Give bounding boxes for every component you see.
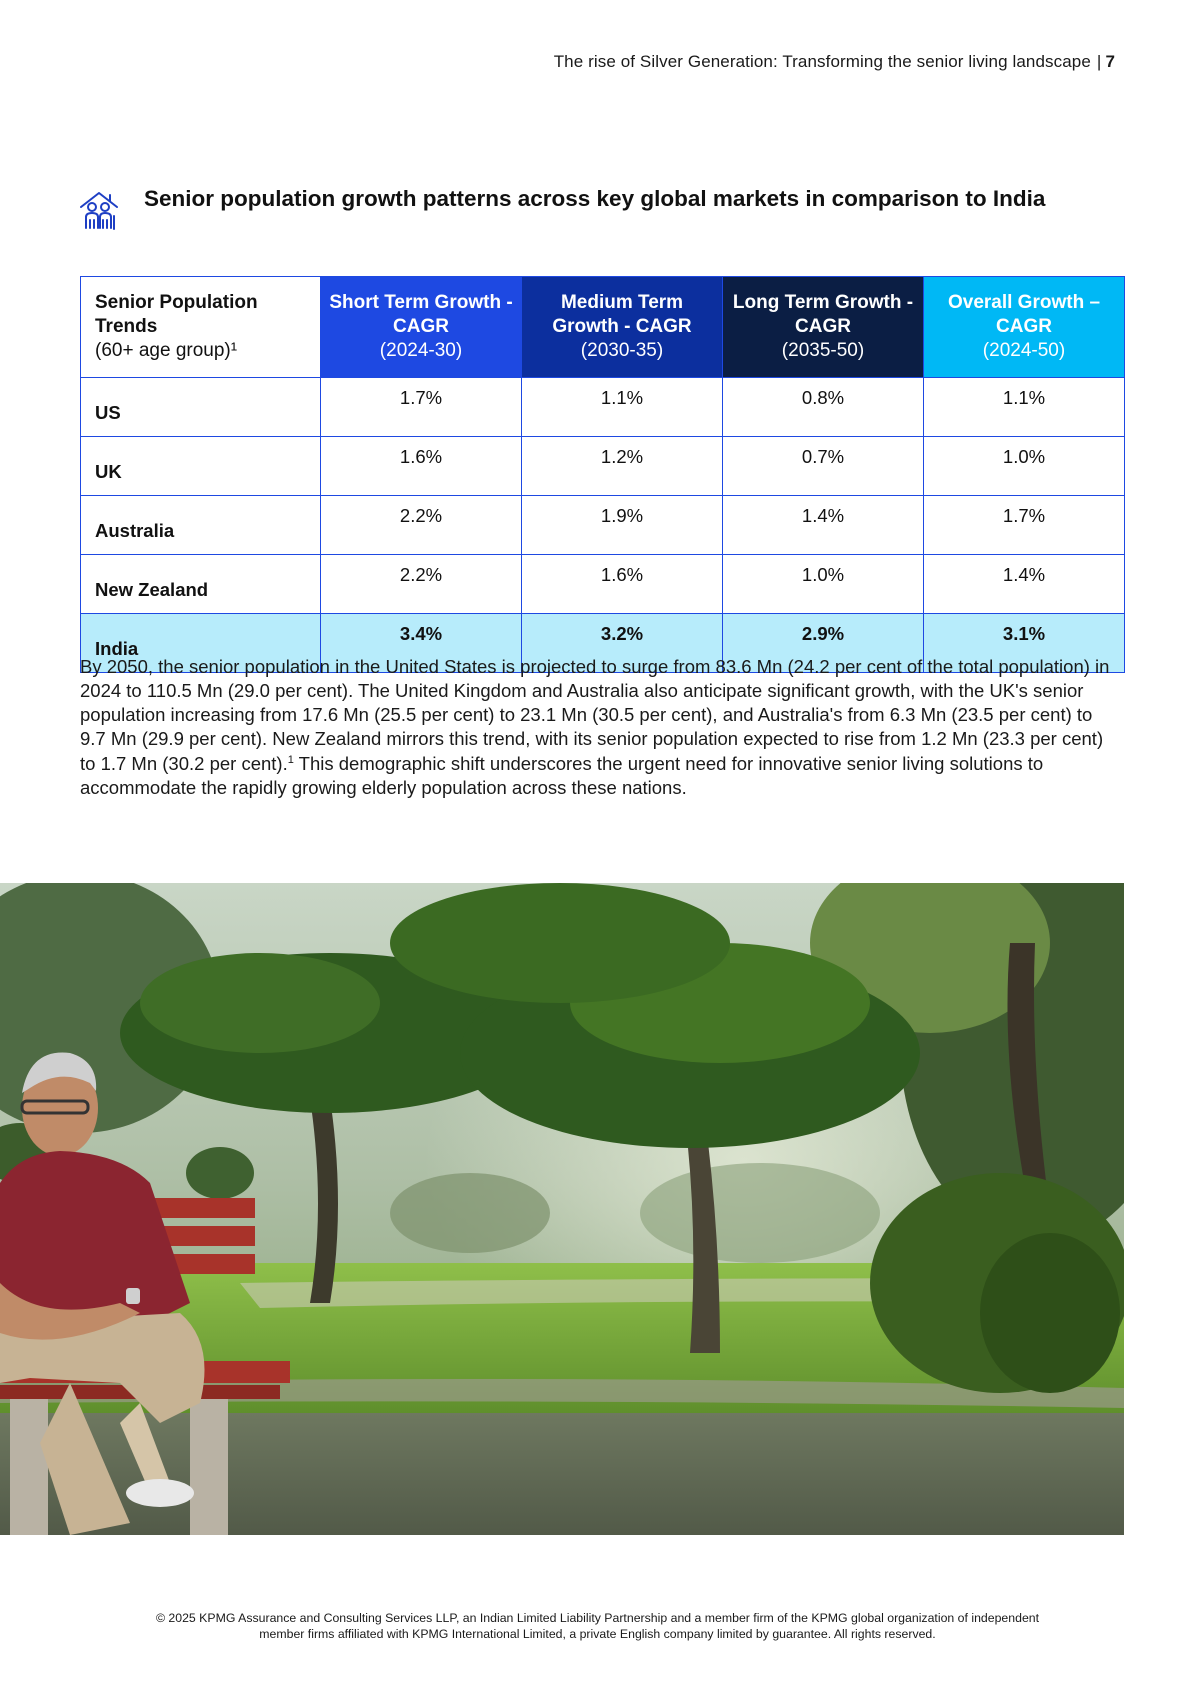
table-row-uk	[81, 437, 1125, 496]
section-title: Senior population growth patterns across key global markets in comparison to India	[144, 186, 1046, 211]
body-paragraph	[80, 655, 1120, 801]
table-cell: 3.4%	[321, 614, 522, 673]
column-header-medium-term	[522, 277, 723, 378]
table-cell: 1.2%	[522, 437, 723, 496]
table-cell: 0.8%	[723, 378, 924, 437]
country-name: US	[81, 378, 321, 437]
country-name: New Zealand	[81, 555, 321, 614]
table-cell: 1.1%	[924, 378, 1125, 437]
table-cell: 1.6%	[321, 437, 522, 496]
paragraph-text-end: This demographic shift underscores the urgent need for innovative senior living solutions to accommodate the rapidly growing elderly population across these nations.	[80, 752, 1044, 798]
table-cell: 2.9%	[723, 614, 924, 673]
table-cell: 0.7%	[723, 437, 924, 496]
column-header-range: (2024-30)	[379, 340, 463, 361]
header-separator: |	[1096, 52, 1102, 71]
table-cell: 1.1%	[522, 378, 723, 437]
row-header-subtitle: (60+ age group)¹	[95, 340, 238, 361]
table-cell: 1.9%	[522, 496, 723, 555]
park-photo-illustration	[0, 883, 1124, 1535]
footer	[60, 1610, 1135, 1642]
page-header	[554, 52, 1115, 72]
table-row-new-zealand	[81, 555, 1125, 614]
row-header-cell	[81, 277, 321, 378]
table-cell: 2.2%	[321, 555, 522, 614]
column-header-label: Long Term Growth - CAGR	[732, 292, 914, 337]
column-header-overall	[924, 277, 1125, 378]
column-header-label: Overall Growth – CAGR	[947, 292, 1101, 337]
table-cell: 1.4%	[924, 555, 1125, 614]
column-header-range: (2030-35)	[580, 340, 664, 361]
country-name: UK	[81, 437, 321, 496]
page-number: 7	[1105, 52, 1115, 71]
table-cell: 1.0%	[924, 437, 1125, 496]
park-photo	[0, 883, 1124, 1535]
column-header-long-term	[723, 277, 924, 378]
country-name: Australia	[81, 496, 321, 555]
header-title: The rise of Silver Generation: Transforming the senior living landscape	[553, 52, 1091, 71]
table-cell: 1.7%	[321, 378, 522, 437]
column-header-short-term	[321, 277, 522, 378]
growth-table	[80, 276, 1125, 673]
footer-line-2: member firms affiliated with KPMG International Limited, a private English company limited by guarantee. All rights reserved.	[259, 1627, 936, 1641]
table-cell: 2.2%	[321, 496, 522, 555]
table-row-australia	[81, 496, 1125, 555]
column-header-label: Medium Term Growth - CAGR	[552, 292, 692, 337]
column-header-range: (2035-50)	[781, 340, 865, 361]
column-header-range: (2024-50)	[982, 340, 1066, 361]
table-row-us	[81, 378, 1125, 437]
senior-family-home-icon	[79, 190, 119, 232]
footnote-reference: 1	[287, 753, 294, 766]
paragraph-text: By 2050, the senior population in the United States is projected to surge from 83.6 Mn (24.2 per cent of the total population) in 2024 to 110.5 Mn (29.0 per cent). The United Kingdom and Australia also anticipate significant growth, with the UK's senior population increasing from 17.6 Mn (25.5 per cent) to 23.1 Mn (30.5 per cent), and Australia's from 6.3 Mn (23.5 per cent) to 9.7 Mn (29.9 per cent). New Zealand mirrors this trend, with its senior population expected to rise from 1.2 Mn (23.3 per cent) to 1.7 Mn (30.2 per cent).	[80, 655, 1110, 774]
country-name: India	[81, 614, 321, 673]
table-header-row	[81, 277, 1125, 378]
table-cell: 1.7%	[924, 496, 1125, 555]
table-cell: 1.0%	[723, 555, 924, 614]
column-header-label: Short Term Growth - CAGR	[329, 292, 513, 337]
table-cell: 3.2%	[522, 614, 723, 673]
row-header-title: Senior Population Trends	[95, 292, 258, 337]
table-cell: 1.6%	[522, 555, 723, 614]
table-cell: 1.4%	[723, 496, 924, 555]
footer-line-1: © 2025 KPMG Assurance and Consulting Services LLP, an Indian Limited Liability Partnership and a member firm of the KPMG global organization of independent	[155, 1611, 1040, 1625]
table-cell: 3.1%	[924, 614, 1125, 673]
